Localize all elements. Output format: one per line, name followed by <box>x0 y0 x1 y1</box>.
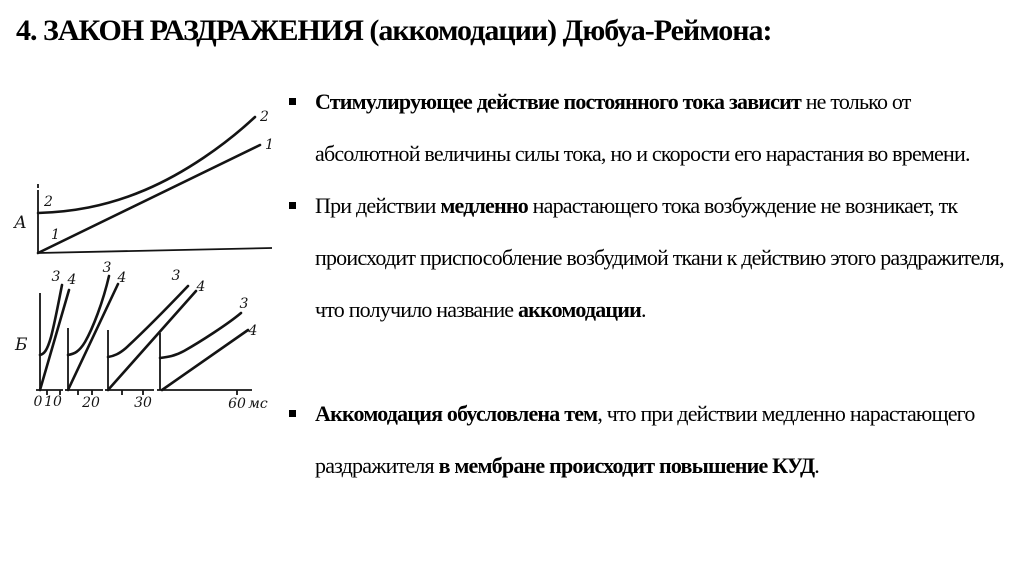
panel-a-curve-2 <box>38 117 255 213</box>
bullet-item <box>288 388 1004 492</box>
bullet-text: . <box>641 297 646 322</box>
slide-title: 4. ЗАКОН РАЗДРАЖЕНИЯ (аккомодации) Дюбуа-Реймона: <box>16 14 772 47</box>
sub3-label-4: 4 <box>196 279 206 295</box>
bullet-square-icon <box>289 410 296 417</box>
bullet-text-bold: медленно <box>440 193 528 218</box>
curve-2-label-end: 2 <box>260 109 269 125</box>
figure-svg <box>10 100 280 415</box>
sub2-label-4: 4 <box>117 270 127 286</box>
bullet-item <box>288 76 1004 180</box>
x-tick-60: 60 <box>228 396 246 412</box>
bullet-text-bold: Стимулирующее действие постоянного тока зависит <box>315 89 801 114</box>
x-tick-20: 20 <box>82 395 100 411</box>
bullet-list <box>288 76 1004 492</box>
panel-a-curve-1 <box>38 145 260 253</box>
bullet-square-icon <box>289 202 296 209</box>
sub2-label-3: 3 <box>102 260 112 276</box>
bullet-item <box>288 180 1004 336</box>
sub4-label-4: 4 <box>248 323 258 339</box>
panel-a-label: А <box>14 213 27 233</box>
panel-b <box>14 260 268 412</box>
sub3-label-3: 3 <box>171 268 181 284</box>
panel-a-x-axis <box>38 248 272 253</box>
sub1-curve-3 <box>40 285 62 355</box>
sub1-label-3: 3 <box>51 269 61 285</box>
bullet-text: , что при действии медленно нарастающего раздражителя <box>315 401 975 478</box>
bullet-text: При действии <box>315 193 441 218</box>
bullet-text-bold: Аккомодация обусловлена тем <box>315 401 598 426</box>
bullet-text-bold: в мембране происходит повышение КУД <box>438 453 815 478</box>
curve-1-label-end: 1 <box>265 137 274 153</box>
sub4-label-3: 3 <box>239 296 249 312</box>
figure-accommodation-curves <box>10 100 280 415</box>
bullet-square-icon <box>289 98 296 105</box>
bullet-text-bold: аккомодации <box>517 297 642 322</box>
bullet-text: не только от абсолютной величины силы тока, но и скорости его нарастания во времени. <box>315 89 970 166</box>
panel-b-label: Б <box>15 335 28 355</box>
x-tick-10: 10 <box>44 394 62 410</box>
sub1-curve-4 <box>40 290 69 390</box>
curve-2-label-start: 2 <box>44 194 53 210</box>
panel-a <box>13 109 274 253</box>
x-unit-label: мс <box>248 396 268 412</box>
bullet-text: . <box>814 453 819 478</box>
curve-1-label-start: 1 <box>51 227 60 243</box>
bullet-text: нарастающего тока возбуждение не возникает, тк происходит приспособление возбудимой ткани к действию этого раздражителя, что получило название <box>315 193 1004 322</box>
sub2-curve-4 <box>68 284 118 390</box>
sub1-label-4: 4 <box>67 272 77 288</box>
x-tick-0: 0 <box>33 394 43 410</box>
x-tick-30: 30 <box>134 395 152 411</box>
